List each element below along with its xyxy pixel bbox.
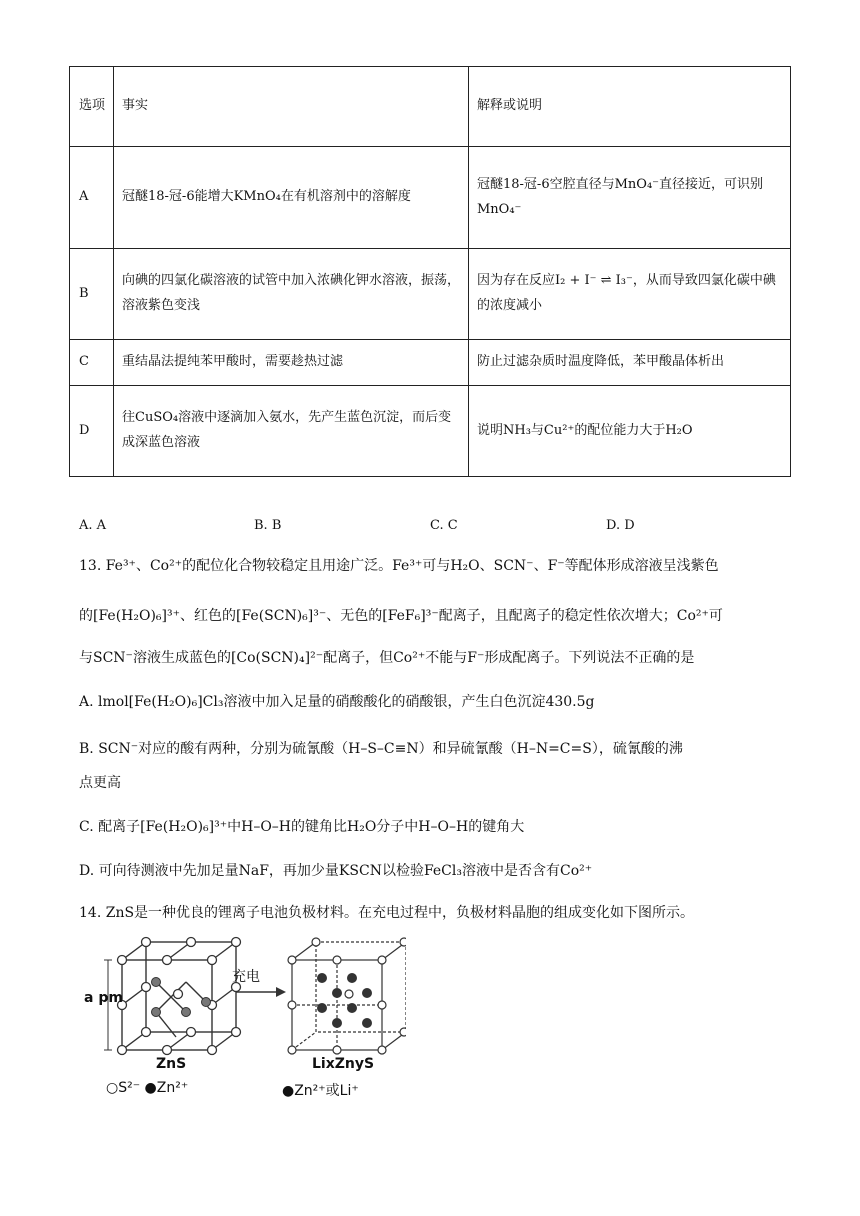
q13-option-c: C. 配离子[Fe(H₂O)₆]³⁺中H–O–H的键角比H₂O分子中H–O–H的键角大	[79, 819, 525, 835]
arrow-label: 充电	[232, 969, 260, 985]
header-explanation: 解释或说明	[469, 67, 791, 147]
row-fact: 向碘的四氯化碳溶液的试管中加入浓碘化钾水溶液，振荡，溶液紫色变浅	[114, 249, 469, 340]
legend-right: ●Zn²⁺或Li⁺	[282, 1083, 359, 1099]
header-fact: 事实	[114, 67, 469, 147]
choice-b: B. B	[254, 518, 282, 533]
q13-option-d: D. 可向待测液中先加足量NaF，再加少量KSCN以检验FeCl₃溶液中是否含有Co²⁺	[79, 863, 593, 879]
edge-label: a pm	[84, 990, 123, 1006]
row-explanation: 因为存在反应I₂ + I⁻ ⇌ I₃⁻，从而导致四氯化碳中碘的浓度减小	[469, 249, 791, 340]
header-option: 选项	[70, 67, 114, 147]
right-cell-name: LixZnyS	[312, 1056, 375, 1072]
choice-c: C. C	[430, 518, 458, 533]
question-table	[69, 66, 791, 477]
row-explanation: 说明NH₃与Cu²⁺的配位能力大于H₂O	[469, 386, 791, 477]
row-fact: 冠醚18-冠-6能增大KMnO₄在有机溶剂中的溶解度	[114, 147, 469, 249]
row-option: C	[70, 340, 114, 386]
charge-arrow	[236, 987, 286, 997]
table-row	[70, 249, 791, 340]
q13-stem-line2: 的[Fe(H₂O)₆]³⁺、红色的[Fe(SCN)₆]³⁻、无色的[FeF₆]³⁻配离子，且配离子的稳定性依次增大；Co²⁺可	[79, 608, 723, 624]
row-option: B	[70, 249, 114, 340]
row-explanation: 防止过滤杂质时温度降低，苯甲酸晶体析出	[469, 340, 791, 386]
row-option: A	[70, 147, 114, 249]
crystal-cell-diagram	[96, 932, 406, 1102]
table-row	[70, 340, 791, 386]
table-row	[70, 147, 791, 249]
row-fact: 重结晶法提纯苯甲酸时，需要趁热过滤	[114, 340, 469, 386]
q13-option-b-line2: 点更高	[79, 775, 121, 791]
q13-option-a: A. lmol[Fe(H₂O)₆]Cl₃溶液中加入足量的硝酸酸化的硝酸银，产生白色沉淀430.5g	[79, 694, 595, 710]
row-explanation: 冠醚18-冠-6空腔直径与MnO₄⁻直径接近，可识别MnO₄⁻	[469, 147, 791, 249]
choice-d: D. D	[606, 518, 635, 533]
row-option: D	[70, 386, 114, 477]
table-row	[70, 386, 791, 477]
legend-left: ○S²⁻ ●Zn²⁺	[106, 1080, 189, 1096]
q13-option-b-line1: B. SCN⁻对应的酸有两种，分别为硫氰酸（H–S–C≡N）和异硫氰酸（H–N=C=S），硫氰酸的沸	[79, 741, 683, 757]
q14-stem: 14. ZnS是一种优良的锂离子电池负极材料。在充电过程中，负极材料晶胞的组成变化如下图所示。	[79, 905, 695, 921]
table-header-row	[70, 67, 791, 147]
row-fact: 往CuSO₄溶液中逐滴加入氨水，先产生蓝色沉淀，而后变成深蓝色溶液	[114, 386, 469, 477]
choice-a: A. A	[79, 518, 107, 533]
q13-stem-line3: 与SCN⁻溶液生成蓝色的[Co(SCN)₄]²⁻配离子，但Co²⁺不能与F⁻形成配离子。下列说法不正确的是	[79, 650, 695, 666]
q13-stem-line1: 13. Fe³⁺、Co²⁺的配位化合物较稳定且用途广泛。Fe³⁺可与H₂O、SCN⁻、F⁻等配体形成溶液呈浅紫色	[79, 558, 719, 574]
crystal-cell-figure	[84, 932, 406, 1102]
left-cell-name: ZnS	[156, 1056, 187, 1072]
